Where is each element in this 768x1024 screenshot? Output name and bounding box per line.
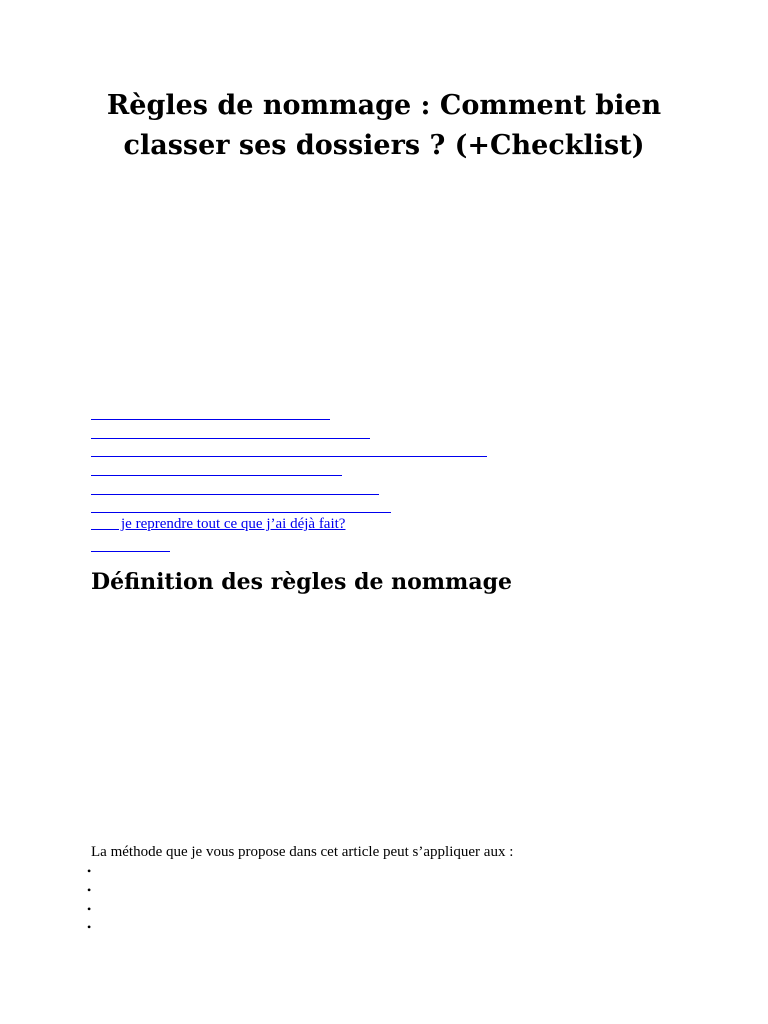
toc-link-2[interactable] bbox=[91, 438, 370, 439]
intro-paragraph: La méthode que je vous propose dans cet article peut s’appliquer aux : bbox=[91, 844, 514, 860]
toc-link-1[interactable] bbox=[91, 419, 330, 420]
list-item-bullet: • bbox=[87, 883, 92, 897]
list-item-bullet: • bbox=[87, 902, 92, 916]
section-heading: Définition des règles de nommage bbox=[91, 569, 512, 595]
list-item-bullet: • bbox=[87, 864, 92, 878]
toc-link-8[interactable] bbox=[91, 551, 170, 552]
toc-link-7[interactable]: je reprendre tout ce que j’ai déjà fait? bbox=[91, 516, 346, 532]
toc-link-4[interactable] bbox=[91, 475, 342, 476]
toc-link-6[interactable] bbox=[91, 512, 391, 513]
toc-link-5[interactable] bbox=[91, 494, 379, 495]
page-title: Règles de nommage : Comment bien classer ses dossiers ? (+Checklist) bbox=[106, 90, 662, 161]
list-item-bullet: • bbox=[87, 920, 92, 934]
toc-link-3[interactable] bbox=[91, 456, 487, 457]
